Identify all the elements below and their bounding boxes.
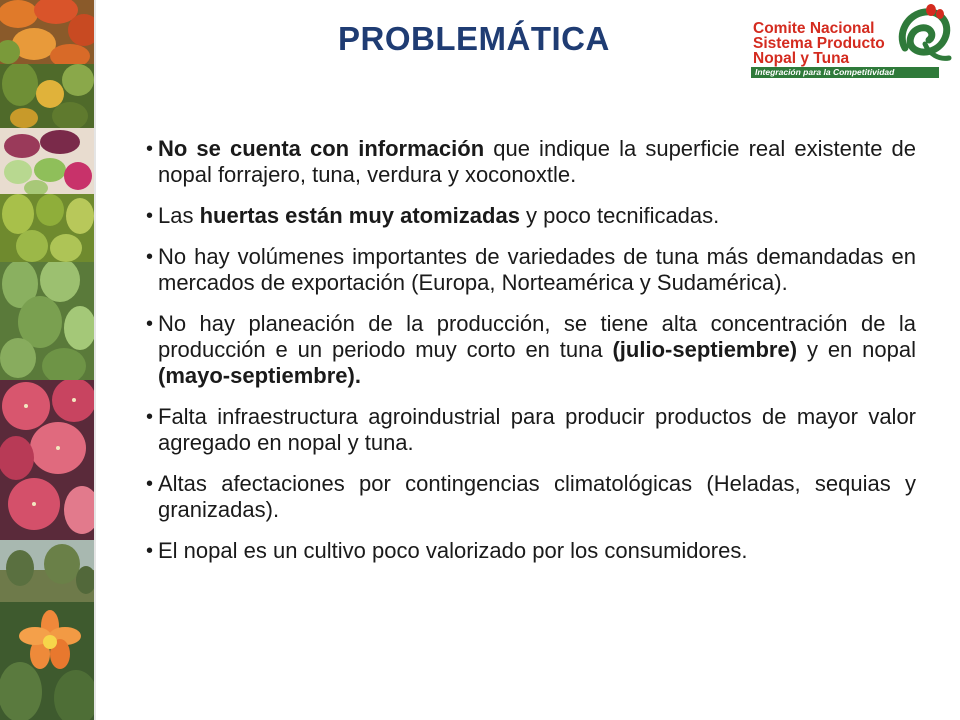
bullet-bold-text: No se cuenta con información	[158, 136, 485, 161]
logo-line-2: Sistema Producto	[753, 35, 885, 52]
cactus-flower-image	[0, 602, 94, 720]
bullet-text: No hay planeación de la producción, se tiene alta concentración de la producción e un periodo muy corto en tuna	[158, 311, 916, 362]
logo-line-1: Comite Nacional	[753, 20, 875, 37]
photo-strip	[0, 0, 96, 720]
bullet-text: Falta infraestructura agroindustrial para producir productos de mayor valor agregado en nopal y tuna.	[158, 404, 916, 455]
bullet-item	[158, 471, 916, 523]
bullet-item	[158, 203, 916, 229]
nopal-logo-icon	[895, 4, 953, 66]
comite-nacional-logo	[747, 4, 953, 76]
cut-tuna-fruits-image	[0, 128, 94, 194]
bullet-item	[158, 404, 916, 456]
red-pitaya-fruits-image	[0, 380, 94, 540]
cactus-field-image	[0, 540, 94, 602]
tuna-fruits-orange-image	[0, 0, 94, 64]
bullet-item	[158, 244, 916, 296]
nopal-pads-image	[0, 262, 94, 380]
bullet-text: y poco tecnificadas.	[519, 203, 720, 228]
tuna-fruits-yellow-image	[0, 64, 94, 128]
bullet-bold-text: huertas están muy atomizadas	[199, 203, 520, 228]
bullet-bold-text: (mayo-septiembre).	[158, 363, 361, 388]
bullet-text: Las	[158, 203, 200, 228]
bullet-item	[158, 311, 916, 389]
bullet-text: Altas afectaciones por contingencias climatológicas (Heladas, sequias y granizadas).	[158, 471, 916, 522]
bullet-text: El nopal es un cultivo poco valorizado por los consumidores.	[158, 538, 748, 563]
bullet-item	[158, 136, 916, 188]
bullet-item	[158, 538, 916, 564]
green-tuna-fruits-image	[0, 194, 94, 262]
bullet-text: y en nopal	[797, 337, 916, 362]
bullet-bold-text: (julio-septiembre)	[612, 337, 798, 362]
logo-line-3: Nopal y Tuna	[753, 50, 850, 67]
slide-title: PROBLEMÁTICA	[338, 20, 610, 57]
bullet-text: No hay volúmenes importantes de variedades de tuna más demandadas en mercados de exportación (Europa, Norteamérica y Sudamérica).	[158, 244, 916, 295]
logo-tagline: Integración para la Competitividad	[755, 67, 895, 77]
bullet-text: que indique la superficie real existente de nopal forrajero, tuna, verdura y xoconoxtle.	[158, 136, 917, 187]
problem-list	[158, 136, 916, 579]
